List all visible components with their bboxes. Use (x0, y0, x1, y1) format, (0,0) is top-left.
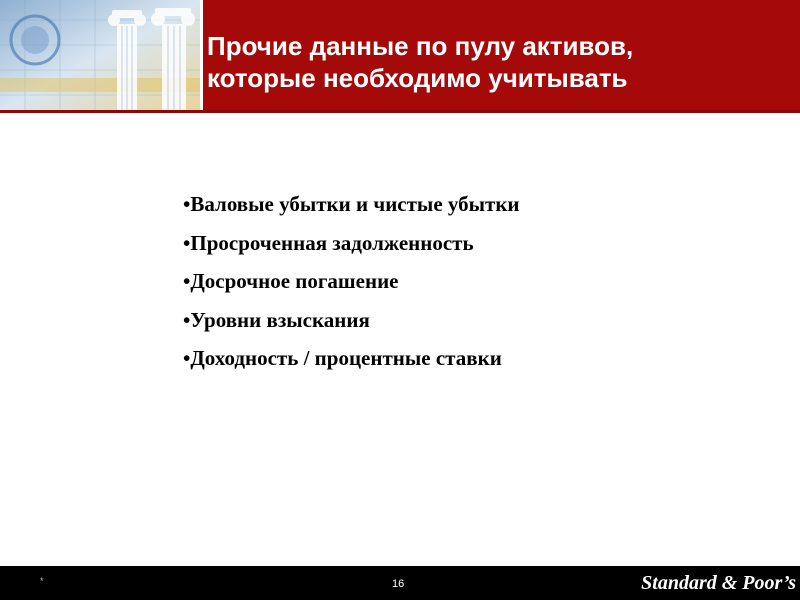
bullet-item (183, 192, 520, 216)
bullet-text: Досрочное погашение (190, 269, 399, 293)
bullet-marker: • (183, 230, 191, 255)
brand-logo: Standard & Poor’s (641, 572, 796, 594)
page-number: 16 (392, 578, 405, 590)
slide-title-line-2: которые необходимо учитывать (207, 63, 628, 93)
bullet-item (183, 346, 520, 370)
slide-title (207, 30, 792, 94)
bullet-list (183, 192, 520, 385)
bullet-text: Уровни взыскания (190, 307, 370, 332)
bullet-text: Просроченная задолженность (190, 230, 474, 255)
bullet-text: Валовые убытки и чистые убытки (190, 192, 520, 216)
banknote-columns-icon (0, 0, 200, 110)
bullet-item (183, 269, 520, 293)
slide-header (0, 0, 800, 110)
bullet-marker: • (183, 346, 191, 370)
bullet-item (183, 231, 520, 255)
banknote-columns-image (0, 0, 200, 110)
slide-title-line-1: Прочие данные по пулу активов, (207, 31, 634, 61)
bullet-text: Доходность / процентные ставки (190, 346, 502, 370)
footer-marker: * (40, 576, 44, 586)
bullet-marker: • (183, 307, 191, 332)
slide-footer (0, 566, 800, 600)
bullet-marker: • (183, 192, 191, 216)
bullet-marker: • (183, 269, 191, 293)
header-rule (0, 110, 800, 113)
bullet-item (183, 308, 520, 332)
